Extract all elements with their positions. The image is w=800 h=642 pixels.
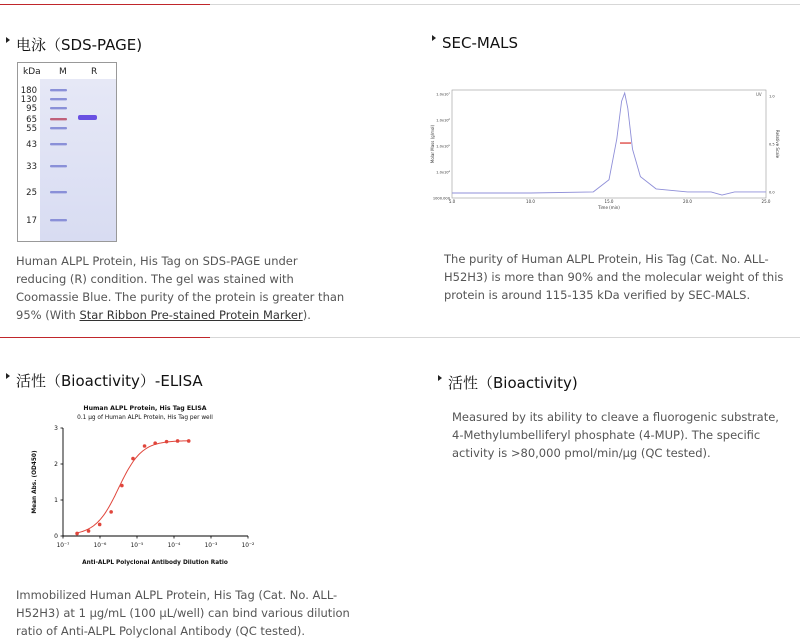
gel-lane-r-header: R: [91, 67, 98, 77]
sec-mals-title-text: SEC-MALS: [442, 34, 518, 52]
sec-mals-ylabel: Molar Mass (g/mol): [430, 124, 435, 164]
gel-marker-band: [50, 143, 67, 145]
sds-page-title: [6, 34, 142, 55]
elisa-x-tick-label: 10⁻⁵: [130, 543, 144, 549]
sec-mals-y-tick: 1.0x10⁵: [436, 144, 450, 149]
sec-mals-y2label: Relative Scale: [775, 129, 780, 159]
elisa-x-tick-label: 10⁻⁴: [167, 543, 181, 549]
elisa-data-point: [187, 439, 191, 443]
gel-marker-label: 180: [20, 86, 37, 96]
elisa-y-tick-label: 3: [54, 425, 58, 432]
elisa-data-point: [143, 444, 147, 448]
elisa-chart-subtitle: 0.1 μg of Human ALPL Protein, His Tag per well: [77, 415, 213, 421]
sds-desc-end: ).: [302, 308, 311, 322]
divider-accent: [0, 337, 210, 338]
star-ribbon-marker-link[interactable]: Star Ribbon Pre-stained Protein Marker: [79, 308, 303, 322]
sds-page-gel: [17, 62, 117, 242]
sds-page-description: [16, 252, 351, 324]
sec-mals-x-tick: 10.0: [526, 199, 535, 204]
elisa-chart-title: Human ALPL Protein, His Tag ELISA: [83, 405, 207, 412]
bullet-icon: [432, 35, 436, 41]
elisa-y-tick-label: 1: [54, 497, 58, 504]
elisa-title-text: 活性（Bioactivity）-ELISA: [16, 372, 203, 390]
gel-marker-band: [50, 118, 67, 120]
gel-marker-label: 17: [26, 216, 37, 226]
sec-mals-y2-tick: 1.0: [769, 94, 775, 99]
elisa-data-point: [165, 440, 169, 444]
elisa-x-tick-label: 10⁻⁷: [56, 543, 70, 549]
bioactivity-title-text: 活性（Bioactivity): [448, 374, 578, 392]
elisa-description: Immobilized Human ALPL Protein, His Tag (Cat. No. ALL-H52H3) at 1 μg/mL (100 μL/well) can bind various dilution ratio of Anti-ALPL Polyclonal Antibody (QC tested).: [16, 588, 350, 638]
elisa-data-point: [176, 439, 180, 443]
sec-mals-x-tick: 20.0: [683, 199, 692, 204]
bioactivity-description: Measured by its ability to cleave a fluorogenic substrate, 4-Methylumbelliferyl phosphate (4-MUP). The specific activity is >80,000 pmol/min/μg (QC tested).: [452, 410, 779, 460]
elisa-title: [6, 370, 203, 391]
bullet-icon: [438, 375, 442, 381]
gel-marker-band: [50, 107, 67, 109]
gel-marker-label: 43: [26, 140, 37, 150]
elisa-x-tick-label: 10⁻⁶: [93, 543, 107, 549]
divider-accent: [0, 4, 210, 5]
gel-marker-label: 130: [20, 95, 37, 105]
sec-mals-description: The purity of Human ALPL Protein, His Tag (Cat. No. ALL-H52H3) is more than 90% and the molecular weight of this protein is around 115-135 kDa verified by SEC-MALS.: [444, 252, 784, 302]
sds-page-title-text: 电泳（SDS-PAGE): [16, 36, 143, 54]
sec-mals-y-tick: 1000.000: [432, 196, 450, 201]
elisa-data-point: [131, 457, 135, 461]
bullet-icon: [6, 37, 10, 43]
gel-marker-label: 25: [26, 188, 37, 198]
elisa-y-tick-label: 0: [54, 533, 58, 540]
sds-desc-text: Human ALPL Protein, His Tag on SDS-PAGE under reducing (R) condition. The gel was stained with Coomassie Blue. The purity of the protein is greater than 95% (With: [16, 254, 345, 322]
elisa-x-tick-label: 10⁻²: [241, 543, 255, 549]
sec-mals-y-tick: 1.0x10⁴: [436, 170, 450, 175]
elisa-x-tick-label: 10⁻³: [204, 543, 218, 549]
elisa-fit-curve: [77, 441, 189, 533]
gel-marker-label: 55: [26, 124, 37, 134]
sec-mals-xlabel: Time (min): [598, 205, 620, 210]
sec-mals-y2-tick: 0.0: [769, 190, 775, 195]
gel-lane-m-header: M: [59, 67, 67, 77]
top-divider: [0, 4, 800, 5]
gel-marker-band: [50, 165, 67, 167]
sec-mals-y2-tick: 0.5: [769, 142, 775, 147]
gel-marker-label: 65: [26, 115, 37, 125]
gel-marker-band: [50, 219, 67, 221]
elisa-xlabel: Anti-ALPL Polyclonal Antibody Dilution Ratio: [82, 560, 228, 566]
elisa-ylabel: Mean Abs. (OD450): [32, 450, 38, 514]
gel-marker-label: 33: [26, 162, 37, 172]
sec-mals-y-tick: 1.0x10⁷: [436, 92, 450, 97]
middle-divider: [0, 337, 800, 338]
gel-marker-band: [50, 127, 67, 129]
sec-mals-x-tick: 25.0: [761, 199, 771, 204]
elisa-y-tick-label: 2: [54, 461, 58, 468]
elisa-data-point: [98, 523, 102, 527]
elisa-chart: [20, 400, 260, 572]
sec-mals-x-tick: 5.0: [448, 199, 456, 204]
gel-marker-band: [50, 89, 67, 91]
bioactivity-title: [438, 372, 578, 393]
elisa-data-point: [120, 484, 124, 488]
sec-mals-chart: [428, 86, 780, 212]
gel-marker-band: [50, 191, 67, 193]
gel-sample-band: [78, 115, 97, 120]
gel-marker-label: 95: [26, 104, 37, 114]
sec-mals-x-tick: 15.0: [604, 199, 614, 204]
elisa-data-point: [75, 532, 79, 536]
elisa-data-point: [87, 529, 91, 533]
sec-mals-y-tick: 1.0x10⁶: [436, 118, 450, 123]
elisa-data-point: [109, 510, 113, 514]
elisa-data-point: [153, 441, 157, 445]
sec-mals-legend: UV: [756, 92, 762, 97]
gel-marker-band: [50, 98, 67, 100]
bullet-icon: [6, 373, 10, 379]
sec-mals-title: [432, 34, 518, 52]
gel-kda-header: kDa: [23, 67, 41, 77]
